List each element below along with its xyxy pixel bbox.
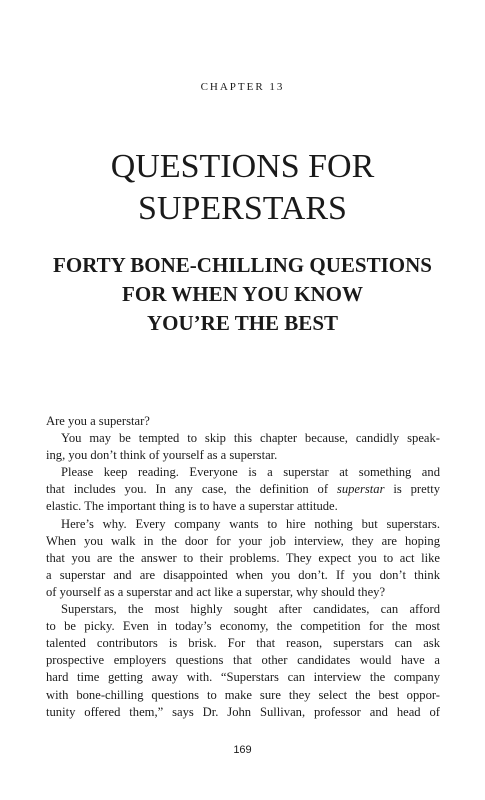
body-line: Superstars, the most highly sought after candidates, can afford xyxy=(61,602,440,617)
body-line: that you are the answer to their problems. They expect you to act like xyxy=(46,550,440,565)
emphasized-word: superstar xyxy=(336,482,385,497)
body-line: talented contributors is brisk. For that reason, superstars can ask xyxy=(46,636,440,651)
body-text-run: that includes you. In any case, the definition of xyxy=(46,482,329,497)
chapter-subtitle-line: FOR WHEN YOU KNOW xyxy=(122,282,363,306)
chapter-label: CHAPTER 13 xyxy=(200,81,285,93)
body-line: Here’s why. Every company wants to hire nothing but superstars. xyxy=(61,516,440,531)
body-line: with bone-chilling questions to make sure they select the best oppor- xyxy=(46,687,440,702)
body-line: hard time getting away with. “Superstars can interview the company xyxy=(46,670,440,685)
chapter-subtitle-line: YOU’RE THE BEST xyxy=(147,311,338,335)
body-line: Are you a superstar? xyxy=(46,414,150,428)
body-line: elastic. The important thing is to have a superstar attitude. xyxy=(46,499,338,514)
chapter-subtitle xyxy=(0,251,485,338)
chapter-title-line: QUESTIONS FOR xyxy=(110,148,375,185)
body-line: ing, you don’t think of yourself as a superstar. xyxy=(46,448,278,463)
body-line: Please keep reading. Everyone is a superstar at something and xyxy=(61,465,440,480)
body-line-with-emphasis xyxy=(46,481,440,498)
chapter-title-line: SUPERSTARS xyxy=(138,190,347,227)
body-text xyxy=(46,413,440,721)
chapter-subtitle-line: FORTY BONE-CHILLING QUESTIONS xyxy=(53,253,432,277)
body-line: tunity offered them,” says Dr. John Sullivan, professor and head of xyxy=(46,704,440,719)
chapter-title xyxy=(0,146,485,230)
body-line: You may be tempted to skip this chapter because, candidly speak- xyxy=(61,431,440,446)
body-line: When you walk in the door for your job interview, they are hoping xyxy=(46,533,440,548)
body-line: prospective employers questions that other candidates would have a xyxy=(46,653,440,668)
body-line: to be picky. Even in today’s economy, the competition for the most xyxy=(46,619,440,634)
body-text-run: is pretty xyxy=(384,482,440,497)
page-number: 169 xyxy=(233,744,252,756)
body-line: of yourself as a superstar and act like a superstar, why should they? xyxy=(46,584,386,599)
body-line: a superstar and are disappointed when you don’t. If you don’t think xyxy=(46,567,440,582)
